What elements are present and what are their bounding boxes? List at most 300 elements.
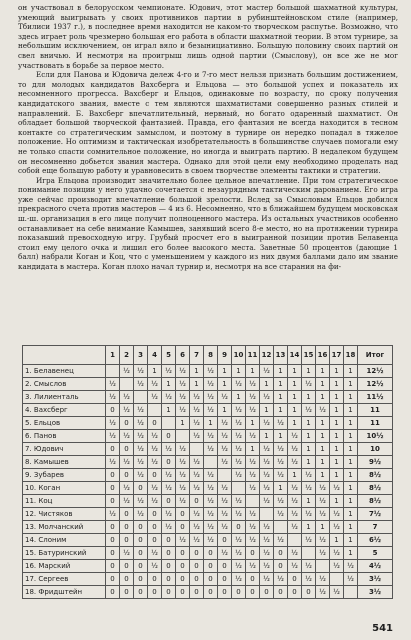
self-game-dot [316,560,330,573]
game-result: 1 [302,365,316,378]
column-header: 16 [316,346,330,365]
column-header: 8 [204,346,218,365]
game-result: 0 [190,586,204,599]
player-name: 13. Молчанский [23,521,106,534]
game-result: ½ [176,404,190,417]
game-result: 1 [232,365,246,378]
game-result: 0 [106,482,120,495]
game-result: 0 [288,573,302,586]
game-result: ½ [232,378,246,391]
player-name: 15. Батуринский [23,547,106,560]
game-result: 1 [330,495,344,508]
game-result: ½ [204,482,218,495]
self-game-dot [190,443,204,456]
total-score: 3½ [358,586,393,599]
game-result: 0 [218,534,232,547]
game-result: 1 [288,417,302,430]
game-result: 1 [330,430,344,443]
total-score: 11 [358,404,393,417]
column-header: 7 [190,346,204,365]
game-result: 0 [120,573,134,586]
game-result: 0 [232,521,246,534]
game-result: ½ [162,508,176,521]
game-result: 0 [162,456,176,469]
game-result: ½ [274,469,288,482]
paragraph-1: он участвовал в белорусском чемпионате. Юдович, этот мастер большой шахматной культуры, умеющий выигрывать у своих противников партии в рубинштейновском стиле (например, Тбилиси 1937 г.), в последнее время находится не каком-то творческом распутье. Возможно, что здесь играет роль чрезмерно большая его работа в области шахматной теории. В этом турнире, за небольшим исключением, он играл вяло и безынициативно. Большую половину своих партий он свел вничью. И несмотря на проигрыш лишь одной партии (Смыслову), он все же не мог участвовать в борьбе за первое место. [18,3,398,70]
game-result: 0 [134,482,148,495]
player-name: 6. Панов [23,430,106,443]
game-result: 0 [260,586,274,599]
game-result: ½ [134,495,148,508]
game-result: 1 [330,456,344,469]
game-result: ½ [218,430,232,443]
game-result: ½ [246,482,260,495]
game-result: ½ [232,456,246,469]
game-result: 1 [260,378,274,391]
game-result: 1 [302,521,316,534]
game-result: ½ [302,573,316,586]
total-column-header: Итог [358,346,393,365]
game-result: ½ [232,547,246,560]
self-game-dot [302,547,316,560]
self-game-dot [120,378,134,391]
game-result: ½ [330,521,344,534]
game-result: 1 [344,495,358,508]
game-result: ½ [204,378,218,391]
game-result: 0 [204,573,218,586]
game-result: ½ [176,495,190,508]
game-result: 0 [106,495,120,508]
game-result: ½ [274,417,288,430]
game-result: ½ [120,365,134,378]
game-result: 0 [106,560,120,573]
column-header: 4 [148,346,162,365]
game-result: ½ [302,482,316,495]
game-result: 0 [288,586,302,599]
game-result: ½ [120,430,134,443]
table-row [23,365,393,378]
game-result: ½ [232,443,246,456]
table-row [23,495,393,508]
self-game-dot [260,508,274,521]
game-result: 0 [120,469,134,482]
game-result: 1 [316,391,330,404]
table-row [23,547,393,560]
total-score: 5 [358,547,393,560]
game-result: 0 [120,534,134,547]
player-name: 9. Зубарев [23,469,106,482]
game-result: 1 [288,378,302,391]
game-result: ½ [134,365,148,378]
game-result: ½ [148,443,162,456]
game-result: ½ [288,521,302,534]
game-result: ½ [218,482,232,495]
self-game-dot [176,430,190,443]
game-result: 0 [246,573,260,586]
table-row [23,469,393,482]
game-result: 1 [302,430,316,443]
game-result: ½ [204,469,218,482]
game-result: ½ [134,430,148,443]
game-result: 1 [218,365,232,378]
game-result: ½ [302,404,316,417]
game-result: ½ [246,469,260,482]
game-result: 0 [176,586,190,599]
total-score: 8½ [358,482,393,495]
game-result: ½ [288,495,302,508]
game-result: 1 [344,469,358,482]
column-header: 10 [232,346,246,365]
game-result: 1 [344,404,358,417]
game-result: 0 [246,586,260,599]
game-result: 1 [274,378,288,391]
total-score: 10½ [358,430,393,443]
game-result: ½ [246,456,260,469]
game-result: ½ [190,534,204,547]
game-result: ½ [120,391,134,404]
game-result: ½ [246,521,260,534]
game-result: ½ [204,404,218,417]
game-result: 1 [162,404,176,417]
game-result: ½ [176,391,190,404]
game-result: 1 [330,378,344,391]
game-result: ½ [246,378,260,391]
game-result: ½ [260,469,274,482]
table-row [23,417,393,430]
game-result: ½ [316,508,330,521]
game-result: 1 [288,404,302,417]
game-result: ½ [288,508,302,521]
game-result: 0 [134,521,148,534]
game-result: 0 [148,586,162,599]
game-result: ½ [274,508,288,521]
game-result: 0 [176,521,190,534]
self-game-dot [246,495,260,508]
game-result: 0 [134,534,148,547]
game-result: 0 [134,573,148,586]
article-text [18,3,398,272]
total-score: 3½ [358,573,393,586]
game-result: ½ [148,456,162,469]
game-result: 1 [344,508,358,521]
total-score: 10 [358,443,393,456]
game-result: 1 [218,404,232,417]
game-result: 0 [218,560,232,573]
game-result: ½ [176,456,190,469]
game-result: ½ [120,456,134,469]
game-result: ½ [148,391,162,404]
game-result: 0 [274,586,288,599]
table-row [23,521,393,534]
game-result: 1 [316,443,330,456]
game-result: 1 [316,365,330,378]
self-game-dot [134,391,148,404]
game-result: 1 [316,417,330,430]
player-name: 5. Ельцов [23,417,106,430]
total-score: 7 [358,521,393,534]
game-result: 1 [344,443,358,456]
column-header: 18 [344,346,358,365]
game-result: ½ [232,508,246,521]
total-score: 6½ [358,534,393,547]
game-result: ½ [176,378,190,391]
game-result: 1 [162,378,176,391]
game-result: 1 [274,365,288,378]
game-result: 0 [134,560,148,573]
game-result: 0 [148,521,162,534]
total-score: 9½ [358,456,393,469]
game-result: ½ [106,378,120,391]
game-result: 1 [302,495,316,508]
total-score: 12½ [358,365,393,378]
player-name: 11. Коц [23,495,106,508]
column-header: 9 [218,346,232,365]
game-result: 0 [120,417,134,430]
player-name: 12. Чистяков [23,508,106,521]
game-result: 0 [190,560,204,573]
game-result: 1 [190,378,204,391]
table-row [23,573,393,586]
game-result: ½ [274,456,288,469]
game-result: ½ [232,534,246,547]
game-result: 1 [274,482,288,495]
game-result: 1 [246,443,260,456]
game-result: 1 [330,365,344,378]
game-result: ½ [260,482,274,495]
game-result: 0 [162,495,176,508]
game-result: 0 [204,547,218,560]
game-result: ½ [204,534,218,547]
game-result: ½ [176,482,190,495]
game-result: ½ [288,547,302,560]
table-row [23,508,393,521]
game-result: 0 [176,547,190,560]
game-result: 1 [330,417,344,430]
game-result: ½ [106,417,120,430]
game-result: ½ [232,404,246,417]
game-result: 0 [204,586,218,599]
game-result: 0 [204,560,218,573]
game-result: 1 [288,469,302,482]
game-result: ½ [232,417,246,430]
game-result: 0 [120,586,134,599]
game-result: ½ [302,560,316,573]
game-result: 0 [120,443,134,456]
game-result: ½ [246,508,260,521]
game-result: 0 [120,508,134,521]
game-result: ½ [246,430,260,443]
game-result: 1 [218,378,232,391]
table-row [23,482,393,495]
total-score: 4½ [358,560,393,573]
game-result: 0 [106,469,120,482]
game-result: ½ [162,482,176,495]
game-result: ½ [288,482,302,495]
self-game-dot [232,482,246,495]
game-result: 1 [344,391,358,404]
game-result: 1 [274,391,288,404]
game-result: ½ [106,456,120,469]
game-result: ½ [274,573,288,586]
game-result: ½ [134,417,148,430]
column-header: 3 [134,346,148,365]
game-result: ½ [134,443,148,456]
game-result: ½ [274,495,288,508]
game-result: 1 [344,482,358,495]
game-result: 0 [106,573,120,586]
self-game-dot [344,586,358,599]
game-result: ½ [330,482,344,495]
game-result: ½ [260,417,274,430]
game-result: 1 [330,443,344,456]
game-result: ½ [260,534,274,547]
game-result: ½ [232,560,246,573]
game-result: 1 [302,417,316,430]
game-result: 0 [106,534,120,547]
column-header: 14 [288,346,302,365]
column-header: 13 [274,346,288,365]
table-row [23,534,393,547]
player-name: 16. Марский [23,560,106,573]
game-result: 0 [134,586,148,599]
game-result: 1 [274,430,288,443]
game-result: ½ [190,430,204,443]
total-score: 11 [358,417,393,430]
table-row [23,378,393,391]
game-result: ½ [260,456,274,469]
game-result: ½ [204,430,218,443]
total-score: 8½ [358,495,393,508]
game-result: ½ [316,482,330,495]
player-name: 7. Юдович [23,443,106,456]
game-result: ½ [134,456,148,469]
total-score: 11½ [358,391,393,404]
player-name: 3. Лилиенталь [23,391,106,404]
paragraph-2: Если для Панова и Юдовича дележ 4-го и 7-го мест нельзя признать большим достижением, то для молодых кандидатов Вахсберга и Ельцова — это большой успех и показатель их несомненного прогресса. Вахсберг и Ельцов, одинаковые по возрасту, по сроку получения кандидатского звания, вместе с тем являются шахматистами совершенно разных стилей и направлений. Б. Вахсберг впечатлительный, нервный, но богато одаренный шахматист. Он обладает большой творческой фантазией. Правда, его фантазия не всегда находится в тесном контакте со стратегическим замыслом, и поэтому в турнире он нередко попадал в тяжелое положение. Но оптимизм и тактическая изобретательность в большинстве случаев помогали ему не только спасти сомнительное положение, но иногда и выиграть партию. В недалеком будущем он несомненно добьется звания мастера. Однако для этой цели ему необходимо проделать над собой еще большую работу и уравновесить в своем творчестве элементы тактики и стратегии. [18,70,398,176]
game-result: 0 [106,404,120,417]
game-result: ½ [232,573,246,586]
game-result: ½ [204,365,218,378]
game-result: ½ [260,560,274,573]
column-header: 5 [162,346,176,365]
game-result: ½ [148,547,162,560]
game-result: 0 [190,547,204,560]
game-result: ½ [148,482,162,495]
game-result: 1 [288,365,302,378]
game-result: ½ [218,456,232,469]
game-result: ½ [330,586,344,599]
game-result: 1 [302,443,316,456]
column-header: 6 [176,346,190,365]
player-name: 1. Белавенец [23,365,106,378]
game-result: ½ [176,534,190,547]
game-result: 0 [162,586,176,599]
game-result: ½ [316,547,330,560]
game-result: 0 [232,586,246,599]
column-header: 2 [120,346,134,365]
game-result: 1 [330,534,344,547]
game-result: 0 [302,586,316,599]
game-result: 0 [190,495,204,508]
self-game-dot [204,456,218,469]
game-result: ½ [218,547,232,560]
game-result: ½ [204,495,218,508]
game-result: ½ [176,469,190,482]
game-result: 1 [316,378,330,391]
game-result: ½ [190,404,204,417]
total-score: 12½ [358,378,393,391]
table-row [23,586,393,599]
game-result: 1 [302,456,316,469]
game-result: ½ [316,586,330,599]
game-result: ½ [344,560,358,573]
column-header: 11 [246,346,260,365]
game-result: 1 [330,404,344,417]
game-result: ½ [204,521,218,534]
game-result: ½ [148,495,162,508]
game-result: 1 [316,430,330,443]
game-result: 0 [162,534,176,547]
game-result: 1 [344,430,358,443]
game-result: ½ [274,534,288,547]
player-name: 10. Коган [23,482,106,495]
game-result: ½ [148,378,162,391]
game-result: ½ [106,430,120,443]
game-result: 1 [176,417,190,430]
game-result: ½ [218,508,232,521]
name-column-header [23,346,106,365]
game-result: ½ [316,534,330,547]
game-result: 0 [246,547,260,560]
game-result: 1 [344,534,358,547]
game-result: 1 [274,404,288,417]
game-result: ½ [260,573,274,586]
game-result: 1 [260,430,274,443]
crosstable-body [23,365,393,599]
game-result: ½ [218,495,232,508]
game-result: 0 [134,547,148,560]
game-result: 1 [246,365,260,378]
game-result: ½ [330,547,344,560]
table-row [23,391,393,404]
game-result: ½ [246,391,260,404]
player-name: 17. Сергеев [23,573,106,586]
game-result: 0 [106,547,120,560]
player-name: 4. Вахсберг [23,404,106,417]
game-result: ½ [330,560,344,573]
game-result: ½ [260,521,274,534]
paragraph-3: Игра Ельцова производит значительно более цельное впечатление. При том стратегическое понимание позиции у него удачно сочетается с незаурядным тактическим дарованием. Его игра уже сейчас производит впечатление большой зрелости. Вслед за Смысловым Ельцов добился прекрасного счета против мастеров — 4 из 6. Несомненно, что в ближайшем будущем московская ш.-ш. организация в его лице получит полноценного мастера. Из остальных участников особенно останавливает на себе внимание Камышев, занявший всего 8-е место, но на протяжении турнира показавший превосходную игру. Грубый просчет его в выигранной позиции против Белавенца стоил ему целого очка и лишил его более высокого места. Заветные 50 процентов (дающие 1 балл) набрали Коган и Коц, что с уменьшением у каждого из них двумя баллами дало им звание кандидата в мастера. Коган плохо начал турнир и, несмотря на все старания на фи- [18,175,398,272]
game-result: 0 [176,560,190,573]
game-result: ½ [246,560,260,573]
game-result: ½ [274,443,288,456]
game-result: ½ [218,443,232,456]
game-result: ½ [246,404,260,417]
game-result: ½ [190,417,204,430]
game-result: ½ [176,443,190,456]
game-result: ½ [162,469,176,482]
game-result: ½ [302,378,316,391]
game-result: 1 [232,391,246,404]
table-row [23,456,393,469]
game-result: ½ [190,508,204,521]
game-result: 0 [162,547,176,560]
game-result: 1 [344,547,358,560]
game-result: 0 [176,573,190,586]
game-result: 1 [302,391,316,404]
game-result: ½ [316,573,330,586]
game-result: ½ [288,443,302,456]
